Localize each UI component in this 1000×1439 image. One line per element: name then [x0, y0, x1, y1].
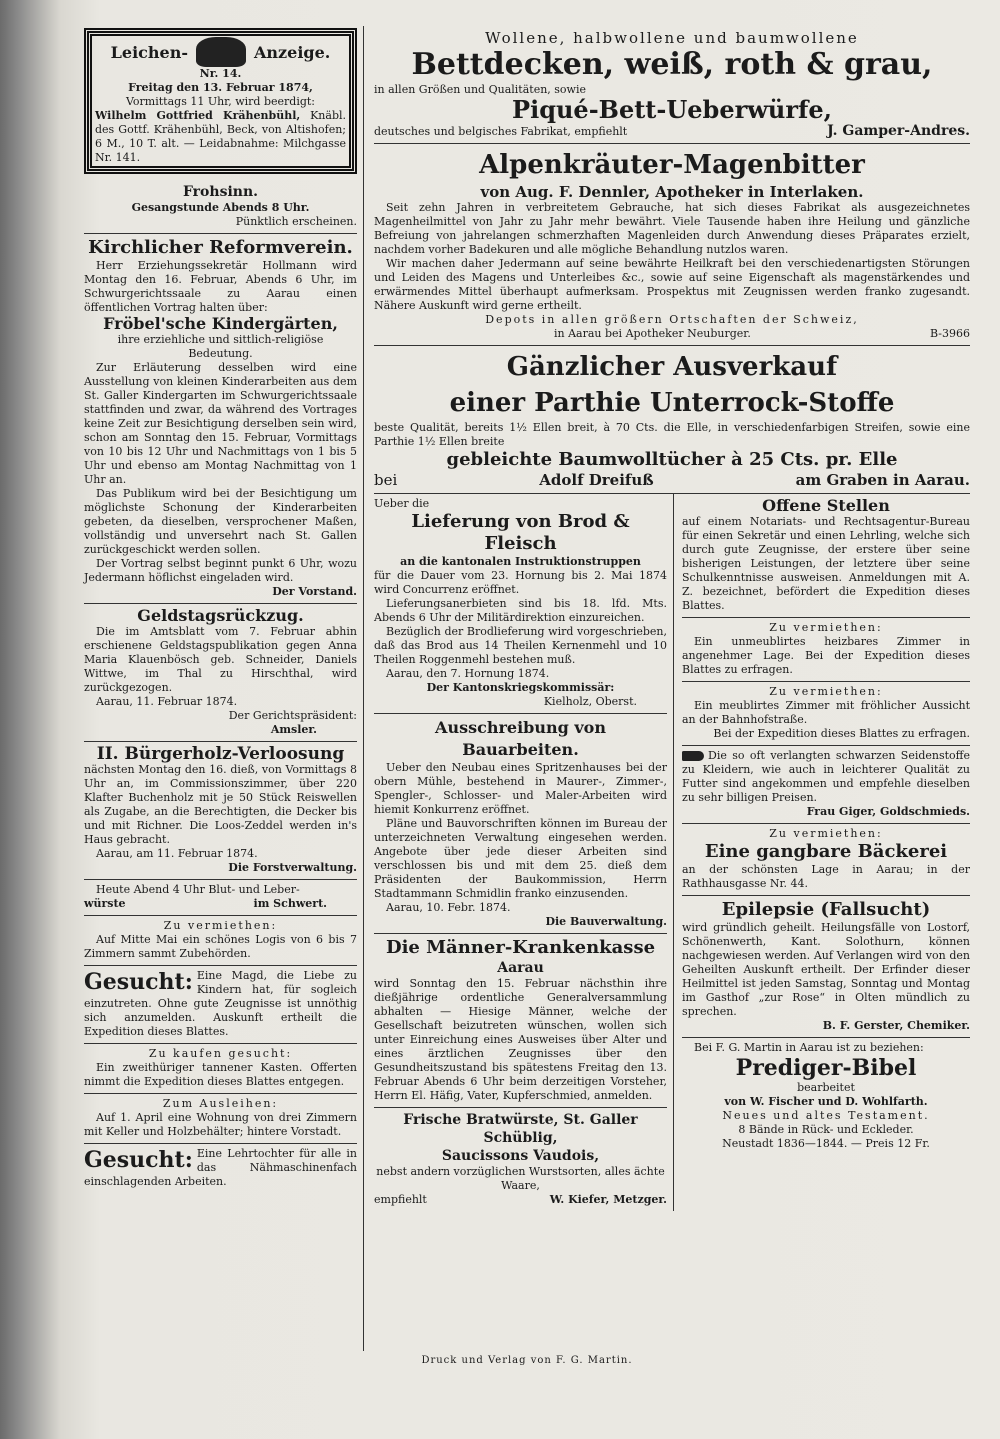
seide-ad — [682, 746, 970, 824]
bibel-ad — [682, 1038, 970, 1155]
blutwurst-line2b: im Schwert. — [253, 897, 327, 910]
brod-title: Lieferung von Brod & Fleisch — [411, 511, 630, 554]
alpenkraeuter-ad — [374, 144, 970, 346]
bau-p1: Ueber den Neubau eines Spritzenhauses bei der obern Mühle, bestehend in Maurer-, Zimmer-, Spengler-, Schlosser- und Maler-Arbeiten wird hiemit Konkurrenz eröffnet. — [374, 761, 667, 816]
magd-word: Gesucht: — [84, 969, 193, 995]
brod-pre: Ueber die — [374, 497, 430, 510]
bibel-line1: Neues und altes Testament. — [722, 1109, 930, 1122]
zimmer2-text: Ein meublirtes Zimmer mit fröhlicher Aussicht an der Bahnhofstraße. — [682, 699, 970, 726]
ausverkauf-title2: einer Parthie Unterrock-Stoffe — [449, 388, 895, 418]
wurst-ad — [374, 1108, 667, 1211]
frohsinn-line1: Gesangstunde Abends 8 Uhr. — [131, 201, 310, 214]
death-name: Wilhelm Gottfried Krähenbühl, — [95, 109, 301, 122]
bibel-intro: Bei F. G. Martin in Aarau ist zu beziehen: — [694, 1041, 924, 1054]
bibel-line3: Neustadt 1836—1844. — Preis 12 Fr. — [722, 1137, 930, 1150]
pointing-hand-icon — [682, 751, 704, 761]
bibel-line2: 8 Bände in Rück- und Eckleder. — [738, 1123, 914, 1136]
epilepsie-ad — [682, 896, 970, 1038]
ausverkauf-place: am Graben in Aarau. — [795, 471, 970, 489]
reformverein-ad — [84, 234, 357, 604]
logis-ad — [84, 916, 357, 966]
buergerholz-title: II. Bürgerholz-Verloosung — [96, 744, 345, 764]
bibel-sub: bearbeitet — [797, 1081, 855, 1094]
wurst-sign: W. Kiefer, Metzger. — [549, 1193, 667, 1206]
lower-right-columns — [374, 494, 970, 1211]
reform-sign: Der Vorstand. — [272, 585, 357, 598]
ausverkauf-bei: bei — [374, 471, 398, 489]
kasse-title: Die Männer-Krankenkasse — [385, 937, 656, 958]
imprint: Druck und Verlag von F. G. Martin. — [421, 1355, 633, 1366]
zimmer2-line: Bei der Expedition dieses Blattes zu erfragen. — [713, 727, 970, 740]
bau-title: Ausschreibung von Bauarbeiten. — [435, 718, 606, 759]
blutwurst-line2a: würste — [84, 897, 126, 910]
wohnung-ad — [84, 1094, 357, 1144]
frohsinn-title: Frohsinn. — [182, 184, 259, 200]
seide-text: Die so oft verlangten schwarzen Seidenstoffe zu Kleidern, wie auch in leichterer Qualität zu Futter sind angekommen und empfehle dieselben zu sehr billigen Preisen. — [682, 749, 970, 804]
geldstag-sign: Amsler. — [270, 723, 317, 736]
death-date: Freitag den 13. Februar 1874, — [128, 81, 313, 94]
reform-p1: Zur Erläuterung desselben wird eine Ausstellung von kleinen Kinderarbeiten aus dem St. Galler Kindergarten im Schwurgerichtssaale stattfinden und zwar, da während des Vortrages keine Zeit zur Besichtigung derselben sein wird, schon am Sonntag den 15. Februar, Vormittags von 10 bis 12 Uhr und Nachmittags von 1 bis 5 Uhr und ebenso am Montag Nachmittag von 1 Uhr an. — [84, 361, 357, 486]
buergerholz-sign: Die Forstverwaltung. — [228, 861, 357, 874]
baeckerei-text: an der schönsten Lage in Aarau; in der Rathhausgasse Nr. 44. — [682, 863, 970, 890]
epilepsie-sign: B. F. Gerster, Chemiker. — [822, 1019, 970, 1032]
death-time: Vormittags 11 Uhr, wird beerdigt: — [125, 95, 315, 108]
zimmer2-head: Zu vermiethen: — [769, 685, 883, 698]
brod-fleisch-ad — [374, 494, 667, 714]
reform-p3: Der Vortrag selbst beginnt punkt 6 Uhr, wozu Jedermann höflichst eingeladen wird. — [84, 557, 357, 584]
zimmer1-head: Zu vermiethen: — [769, 621, 883, 634]
stellen-text: auf einem Notariats- und Rechtsagentur-Bureau für einen Sekretär und einen Lehrling, welche sich durch gute Zeugnisse, der erstere über seine bisherigen Leistungen, der letztere über seine Schulkenntnisse ausweisen. Anmeldungen mit A. Z. bezeichnet, befördert die Expedition dieses Blattes. — [682, 515, 970, 612]
zimmer1-ad — [682, 618, 970, 682]
alpen-depots: Depots in allen größern Ortschaften der Schweiz, — [485, 313, 859, 326]
alpen-p1: Seit zehn Jahren in verbreitetem Gebrauche, hat sich dieses Fabrikat als ausgezeichnetes Magenheilmittel von Jahr zu Jahr mehr bewährt. Viele Tausende haben ihre Heilung und gänzliche Befreiung von jahrelangen schmerzhaften Magenleiden durch Anwendung dieses Präparates erzielt, nachdem vorher Badekuren und alle mögliche Behandlung nutzlos waren. — [374, 201, 970, 256]
brod-p2: Lieferungsanerbieten sind bis 18. lfd. Mts. Abends 6 Uhr der Militärdirektion einzureichen. — [374, 597, 667, 624]
death-details: Knäbl. des Gottf. Krähenbühl, Beck, von Altishofen; 6 M., 10 T. alt. — Leidabnahme: Milchgasse Nr. 141. — [95, 109, 346, 164]
ausverkauf-title1: Gänzlicher Ausverkauf — [506, 352, 838, 382]
reform-title: Kirchlicher Reformverein. — [88, 237, 353, 258]
lehrtochter-ad — [84, 1144, 357, 1193]
ausverkauf-ad — [374, 346, 970, 494]
bau-p2: Pläne und Bauvorschriften können im Bureau der unterzeichneten Verwaltung eingesehen werden. Angebote über jede dieser Arbeiten sind verschlossen bis und mit dem 25. dieß dem Präsidenten der Baukommission, Herrn Stadtammann Schmidlin franko einzusenden. — [374, 817, 667, 900]
krankenkasse-ad — [374, 934, 667, 1108]
logis-head: Zu vermiethen: — [163, 919, 278, 932]
magd-ad — [84, 966, 357, 1044]
kasten-ad — [84, 1044, 357, 1094]
death-title-b: Anzeige. — [254, 42, 331, 62]
death-title-a: Leichen- — [110, 42, 188, 62]
wurst-text: nebst andern vorzüglichen Wurstsorten, alles ächte Waare, — [376, 1165, 665, 1192]
bettdecken-title: Bettdecken, weiß, roth & grau, — [411, 47, 933, 82]
kasten-head: Zu kaufen gesucht: — [148, 1047, 293, 1060]
death-notice — [84, 28, 357, 174]
buergerholz-date: Aarau, am 11. Februar 1874. — [96, 847, 258, 860]
alpen-title: Alpenkräuter-Magenbitter — [479, 150, 865, 180]
lower-right-column — [674, 494, 970, 1211]
blutwurst-ad — [84, 880, 357, 916]
wurst-title: Frische Bratwürste, St. Galler Schüblig, — [403, 1112, 638, 1146]
bettdecken-line1: Wollene, halbwollene und baumwollene — [485, 29, 859, 47]
brod-sign: Kielholz, Oberst. — [543, 695, 637, 708]
logis-text: Auf Mitte Mai ein schönes Logis von 6 bis 7 Zimmern sammt Zubehörden. — [84, 933, 357, 960]
alpen-sub: von Aug. F. Dennler, Apotheker in Interlaken. — [480, 183, 864, 201]
bettdecken-sign: J. Gamper-Andres. — [827, 123, 970, 139]
left-column — [84, 26, 364, 1351]
wurst-title2: Saucissons Vaudois, — [441, 1148, 600, 1164]
bettdecken-title2: Piqué-Bett-Ueberwürfe, — [512, 95, 832, 124]
magd-text: Eine Magd, die Liebe zu Kindern hat, für sogleich einzutreten. Ohne gute Zeugnisse ist unnöthig sich anzumelden. Auskunft ertheilt die Expedition dieses Blattes. — [84, 969, 357, 1038]
lehrtochter-text: Eine Lehrtochter für alle in das Nähmaschinenfach einschlagenden Arbeiten. — [84, 1147, 357, 1188]
kasse-sub: Aarau — [497, 960, 544, 976]
reform-p2: Das Publikum wird bei der Besichtigung um möglichste Schonung der Kinderarbeiten gebeten, da dieselben, versprochener Maßen, vollständig und unversehrt nach St. Gallen zurückgeschickt werden sollen. — [84, 487, 357, 556]
bibel-title: Prediger-Bibel — [735, 1055, 917, 1081]
buergerholz-ad — [84, 742, 357, 880]
geldstag-role: Der Gerichtspräsident: — [228, 709, 357, 722]
geldstag-date: Aarau, 11. Februar 1874. — [96, 695, 238, 708]
geldstag-ad — [84, 604, 357, 742]
stellen-ad — [682, 494, 970, 618]
baeckerei-ad — [682, 824, 970, 896]
baeckerei-head: Zu vermiethen: — [769, 827, 883, 840]
ausverkauf-name: Adolf Dreifuß — [539, 471, 654, 489]
alpen-aarau: in Aarau bei Apotheker Neuburger. — [554, 327, 751, 340]
reform-subject-sub: ihre erziehliche und sittlich-religiöse Bedeutung. — [117, 333, 324, 360]
brod-sub: an die kantonalen Instruktionstruppen — [400, 555, 641, 568]
seide-sign: Frau Giger, Goldschmieds. — [806, 805, 970, 818]
brod-p1: für die Dauer vom 23. Hornung bis 2. Mai 1874 wird Concurrenz eröffnet. — [374, 569, 667, 596]
bauarbeiten-ad — [374, 714, 667, 934]
alpen-p2: Wir machen daher Jedermann auf seine bewährte Heilkraft bei den verschiedenartigsten Störungen und Leiden des Magens und Unterleibes &c., sowie auf seine Eigenschaft als magenstärkendes und erwärmendes Mittel überhaupt aufmerksam. Prospektus mit Zeugnissen werden franko zugesandt. Nähere Auskunft wird gerne ertheilt. — [374, 257, 970, 312]
geldstag-title: Geldstagsrückzug. — [137, 606, 304, 625]
epilepsie-title: Epilepsie (Fallsucht) — [721, 899, 931, 920]
reform-subject: Fröbel'sche Kindergärten, — [103, 314, 338, 333]
reform-intro: Herr Erziehungssekretär Hollmann wird Montag den 16. Februar, Abends 6 Uhr, im Schwurgerichtssaale zu Aarau einen öffentlichen Vortrag halten über: — [84, 259, 357, 314]
wurst-pre: empfiehlt — [374, 1193, 427, 1206]
wohnung-text: Auf 1. April eine Wohnung von drei Zimmern mit Keller und Holzbehälter; hintere Vorstadt. — [84, 1111, 357, 1138]
frohsinn-ad — [84, 180, 357, 234]
kasse-text: wird Sonntag den 15. Februar nächsthin ihre dießjährige ordentliche Generalversammlung abhalten — Hiesige Männer, welche der Gesellschaft beizutreten wünschen, wollen sich unter Einreichung eines Ausweises über Alter und eines ärztlichen Zeugnisses über den Gesundheitszustand bis spätestens Freitag den 13. Februar Abends 6 Uhr beim derzeitigen Vorsteher, Herrn El. Häfig, Vater, Kupferschmied, anmelden. — [374, 977, 667, 1102]
bettdecken-line3: deutsches und belgisches Fabrikat, empfiehlt — [374, 125, 628, 138]
kasten-text: Ein zweithüriger tannener Kasten. Offerten nimmt die Expedition dieses Blattes entgegen. — [84, 1061, 357, 1088]
stellen-title: Offene Stellen — [762, 496, 890, 515]
bettdecken-ad — [374, 26, 970, 144]
buergerholz-text: nächsten Montag den 16. dieß, von Vormittags 8 Uhr an, im Commissionszimmer, über 220 Klafter Buchenholz mit je 50 Stück Reiswellen als Zugabe, an die Berechtigten, die Decker bis und mit Richner. Die Loos-Zeddel werden in's Haus gebracht. — [84, 763, 357, 846]
wohnung-head: Zum Ausleihen: — [162, 1097, 279, 1110]
bau-date: Aarau, 10. Febr. 1874. — [386, 901, 511, 914]
bettdecken-line2: in allen Größen und Qualitäten, sowie — [374, 83, 586, 96]
brod-date: Aarau, den 7. Hornung 1874. — [386, 667, 550, 680]
lower-middle-column — [374, 494, 674, 1211]
right-column — [364, 26, 970, 1351]
zimmer1-text: Ein unmeublirtes heizbares Zimmer in angenehmer Lage. Bei der Expedition dieses Blattes zu erfragen. — [682, 635, 970, 676]
ausverkauf-text: beste Qualität, bereits 1½ Ellen breit, à 70 Cts. die Elle, in verschiedenfarbigen Streifen, sowie eine Parthie 1½ Ellen breite — [374, 421, 970, 448]
blutwurst-line1: Heute Abend 4 Uhr Blut- und Leber- — [96, 883, 300, 896]
lehrtochter-word: Gesucht: — [84, 1147, 193, 1173]
ausverkauf-line: gebleichte Baumwolltücher à 25 Cts. pr. Elle — [446, 449, 898, 470]
frohsinn-line2: Pünktlich erscheinen. — [235, 215, 357, 228]
death-number: Nr. 14. — [199, 67, 242, 80]
epilepsie-text: wird gründlich geheilt. Heilungsfälle von Lostorf, Schönenwerth, Kant. Solothurn, können nachgewiesen werden. Auf Verlangen wird von den Geheilten Auskunft ertheilt. Der Erfinder dieser Heilmittel ist jeden Samstag, Sonntag und Montag im Gasthof „zur Rose“ in Olten mündlich zu sprechen. — [682, 921, 970, 1018]
geldstag-text: Die im Amtsblatt vom 7. Februar abhin erschienene Geldstagspublikation gegen Anna Maria Klauenbösch geb. Schneider, Daniels Wittwe, im Thal zu Hirschthal, wird zurückgezogen. — [84, 625, 357, 694]
alpen-code: B-3966 — [930, 327, 970, 340]
bibel-authors: von W. Fischer und D. Wohlfarth. — [724, 1095, 928, 1108]
brod-role: Der Kantonskriegskommissär: — [426, 681, 615, 694]
brod-p3: Bezüglich der Brodlieferung wird vorgeschrieben, daß das Brod aus 14 Theilen Kernenmehl und 10 Theilen Roggenmehl bestehen muß. — [374, 625, 667, 666]
bau-sign: Die Bauverwaltung. — [545, 915, 667, 928]
baeckerei-title: Eine gangbare Bäckerei — [704, 841, 948, 862]
zimmer2-ad — [682, 682, 970, 746]
urn-icon — [196, 37, 246, 67]
